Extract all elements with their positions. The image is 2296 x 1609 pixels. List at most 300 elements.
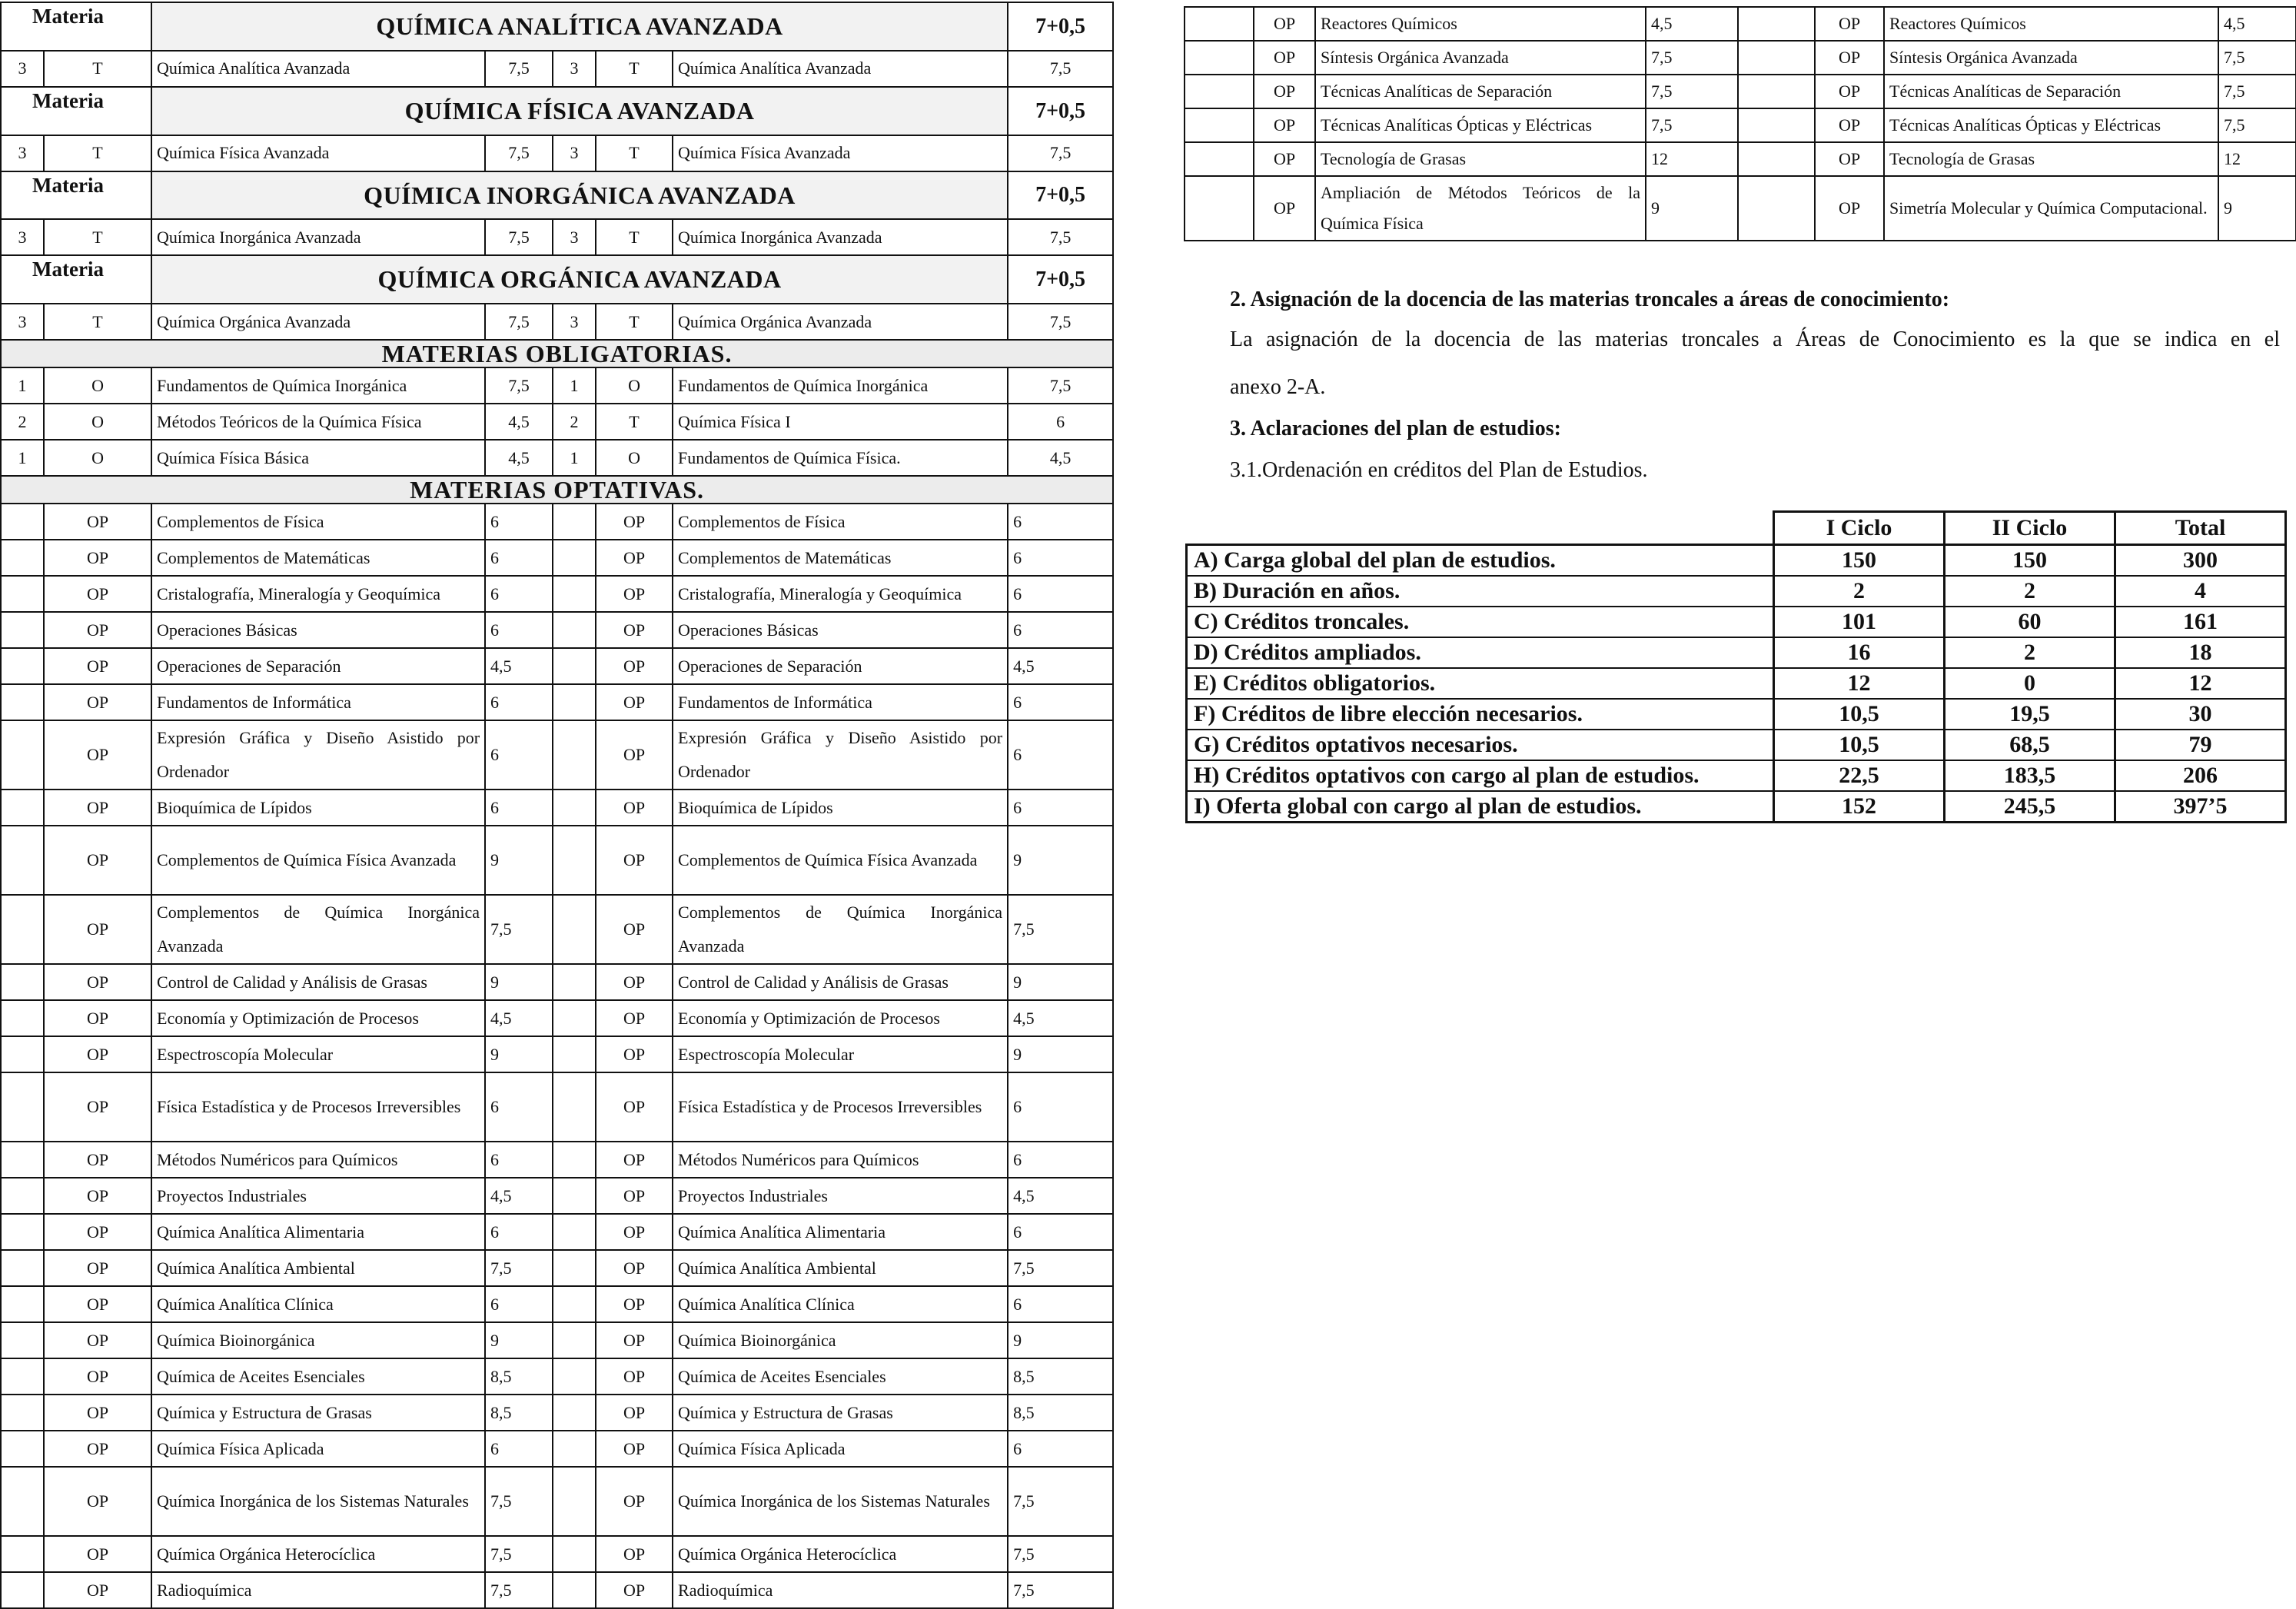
table-cell: 7,5 <box>485 367 553 404</box>
table-cell-empty <box>1 1322 44 1358</box>
summary-value: 68,5 <box>1945 730 2115 760</box>
materia-title: QUÍMICA ORGÁNICA AVANZADA <box>151 255 1008 304</box>
table-cell: O <box>44 367 151 404</box>
course-name-cell: Técnicas Analíticas Ópticas y Eléctricas <box>1315 108 1646 142</box>
summary-value: 2 <box>1945 576 2115 607</box>
table-cell: Química Física Avanzada <box>673 135 1008 171</box>
table-cell: OP <box>44 1358 151 1395</box>
materia-title: QUÍMICA ANALÍTICA AVANZADA <box>151 2 1008 51</box>
table-cell-empty <box>1 612 44 648</box>
credits-cell: 6 <box>485 540 553 576</box>
table-cell-empty <box>553 1536 596 1572</box>
optativa-row <box>1185 108 2296 142</box>
table-cell-empty <box>1 1431 44 1467</box>
table-cell: OP <box>596 1000 673 1036</box>
table-cell: OP <box>44 895 151 964</box>
table-cell: OP <box>596 1467 673 1536</box>
course-name-cell: Química Orgánica Heterocíclica <box>151 1536 485 1572</box>
credits-cell: 7,5 <box>1646 75 1738 108</box>
table-cell: OP <box>44 540 151 576</box>
table-cell: OP <box>596 1072 673 1142</box>
section-3-1-subheading: 3.1.Ordenación en créditos del Plan de Estudios. <box>1230 458 1648 482</box>
table-cell: OP <box>44 720 151 790</box>
table-cell-empty <box>1 1036 44 1072</box>
optativa-row <box>1 1072 1113 1142</box>
table-cell: 7,5 <box>1008 367 1113 404</box>
right-course-table <box>1184 6 2295 241</box>
table-cell: 1 <box>1 367 44 404</box>
credits-cell: 6 <box>485 1142 553 1178</box>
credits-cell: 9 <box>485 1322 553 1358</box>
course-name-cell: Control de Calidad y Análisis de Grasas <box>673 964 1008 1000</box>
credits-summary-table <box>1185 510 2284 823</box>
credits-cell: 4,5 <box>1008 1178 1113 1214</box>
credits-cell: 12 <box>1646 142 1738 176</box>
table-cell: 7,5 <box>1008 51 1113 87</box>
summary-label: C) Créditos troncales. <box>1187 607 1774 637</box>
table-cell-empty <box>1 576 44 612</box>
credits-cell: 6 <box>485 1214 553 1250</box>
summary-row <box>1187 607 2286 637</box>
summary-row <box>1187 730 2286 760</box>
course-name-cell: Complementos de Química Inorgánica Avanzada <box>151 895 485 964</box>
table-cell: T <box>596 219 673 255</box>
credits-cell: 8,5 <box>1008 1395 1113 1431</box>
materia-course-row <box>1 219 1113 255</box>
credits-cell: 7,5 <box>485 1536 553 1572</box>
credits-cell: 9 <box>1008 1036 1113 1072</box>
summary-row <box>1187 760 2286 791</box>
table-cell: 1 <box>1 440 44 476</box>
table-cell-empty <box>553 826 596 895</box>
course-name-cell: Bioquímica de Lípidos <box>673 790 1008 826</box>
course-name-cell: Química y Estructura de Grasas <box>151 1395 485 1431</box>
optativa-row <box>1185 142 2296 176</box>
table-cell: OP <box>44 576 151 612</box>
table-cell-empty <box>553 1142 596 1178</box>
summary-value: 397’5 <box>2115 791 2286 823</box>
course-name-cell: Química Física Aplicada <box>151 1431 485 1467</box>
table-cell-empty <box>1 504 44 540</box>
optativa-row <box>1 576 1113 612</box>
table-cell-empty <box>1185 41 1254 75</box>
summary-value: 10,5 <box>1774 699 1945 730</box>
credits-cell: 6 <box>485 612 553 648</box>
table-cell-empty <box>1 1536 44 1572</box>
table-cell: OP <box>1815 108 1884 142</box>
table-cell: 7,5 <box>485 219 553 255</box>
table-cell: OP <box>1815 176 1884 241</box>
table-cell: OP <box>596 612 673 648</box>
table-cell: OP <box>44 504 151 540</box>
table-cell: O <box>596 367 673 404</box>
credits-cell: 9 <box>2218 176 2296 241</box>
table-cell-empty <box>553 684 596 720</box>
credits-cell: 6 <box>1008 1072 1113 1142</box>
table-cell: OP <box>596 826 673 895</box>
credits-cell: 9 <box>1008 1322 1113 1358</box>
table-cell: OP <box>596 964 673 1000</box>
summary-value: 101 <box>1774 607 1945 637</box>
optativa-row <box>1 1395 1113 1431</box>
optativa-row <box>1 1000 1113 1036</box>
summary-value: 18 <box>2115 637 2286 668</box>
course-name-cell: Complementos de Matemáticas <box>673 540 1008 576</box>
summary-value: 22,5 <box>1774 760 1945 791</box>
course-name-cell: Complementos de Física <box>673 504 1008 540</box>
table-cell-empty <box>553 1072 596 1142</box>
table-cell-empty <box>1 684 44 720</box>
course-name-cell: Química Analítica Alimentaria <box>673 1214 1008 1250</box>
credits-cell: 6 <box>1008 720 1113 790</box>
table-cell-empty <box>1 1467 44 1536</box>
section-2-paragraph-end: anexo 2-A. <box>1230 375 1326 399</box>
summary-row <box>1187 699 2286 730</box>
optativa-row <box>1 1358 1113 1395</box>
table-cell: 1 <box>553 440 596 476</box>
table-cell: T <box>596 51 673 87</box>
credits-cell: 6 <box>485 576 553 612</box>
table-cell: OP <box>596 684 673 720</box>
table-cell-empty <box>553 1250 596 1286</box>
summary-value: 10,5 <box>1774 730 1945 760</box>
credits-cell: 7,5 <box>2218 75 2296 108</box>
credits-cell: 7,5 <box>1008 1572 1113 1608</box>
summary-row <box>1187 545 2286 577</box>
table-cell: OP <box>1815 41 1884 75</box>
table-cell: OP <box>44 684 151 720</box>
course-name-cell: Economía y Optimización de Procesos <box>673 1000 1008 1036</box>
materia-label: Materia <box>1 171 151 220</box>
optativa-row <box>1 648 1113 684</box>
table-cell: OP <box>44 648 151 684</box>
table-cell-empty <box>1 1178 44 1214</box>
credits-cell: 6 <box>485 720 553 790</box>
table-cell: 4,5 <box>485 404 553 440</box>
table-cell-empty <box>553 1036 596 1072</box>
summary-header-cell: II Ciclo <box>1945 512 2115 545</box>
course-name-cell: Química Bioinorgánica <box>673 1322 1008 1358</box>
table-cell: 6 <box>1008 404 1113 440</box>
course-name-cell: Expresión Gráfica y Diseño Asistido por Ordenador <box>673 720 1008 790</box>
credits-cell: 9 <box>485 826 553 895</box>
table-cell: Métodos Teóricos de la Química Física <box>151 404 485 440</box>
table-cell-empty <box>1185 7 1254 41</box>
credits-cell: 4,5 <box>485 1178 553 1214</box>
credits-cell: 7,5 <box>1008 1536 1113 1572</box>
summary-row <box>1187 576 2286 607</box>
table-cell-empty <box>1 1572 44 1608</box>
credits-cell: 8,5 <box>485 1358 553 1395</box>
course-name-cell: Física Estadística y de Procesos Irreversibles <box>673 1072 1008 1142</box>
credits-cell: 6 <box>1008 504 1113 540</box>
optativa-row <box>1 1142 1113 1178</box>
table-cell: OP <box>596 576 673 612</box>
materia-label: Materia <box>1 255 151 304</box>
table-cell: 3 <box>1 219 44 255</box>
course-name-cell: Química Analítica Alimentaria <box>151 1214 485 1250</box>
course-name-cell: Química Analítica Clínica <box>151 1286 485 1322</box>
table-cell: OP <box>596 1322 673 1358</box>
table-cell-empty <box>1185 176 1254 241</box>
course-name-cell: Operaciones de Separación <box>151 648 485 684</box>
table-cell-empty <box>553 576 596 612</box>
summary-value: 60 <box>1945 607 2115 637</box>
table-cell: OP <box>1254 108 1315 142</box>
course-name-cell: Química Analítica Ambiental <box>673 1250 1008 1286</box>
table-cell: O <box>44 404 151 440</box>
section-title-row <box>1 476 1113 504</box>
obligatoria-row <box>1 440 1113 476</box>
course-name-cell: Química Analítica Ambiental <box>151 1250 485 1286</box>
table-cell-empty <box>1185 108 1254 142</box>
table-cell: Química Inorgánica Avanzada <box>673 219 1008 255</box>
table-cell: T <box>44 51 151 87</box>
course-name-cell: Tecnología de Grasas <box>1315 142 1646 176</box>
table-cell-empty <box>1 790 44 826</box>
table-cell-empty <box>1 720 44 790</box>
summary-value: 0 <box>1945 668 2115 699</box>
table-cell: T <box>596 304 673 340</box>
course-name-cell: Complementos de Química Física Avanzada <box>673 826 1008 895</box>
table-cell-empty <box>553 612 596 648</box>
table-cell: OP <box>1815 75 1884 108</box>
table-cell: OP <box>44 1431 151 1467</box>
course-name-cell: Expresión Gráfica y Diseño Asistido por Ordenador <box>151 720 485 790</box>
summary-label: B) Duración en años. <box>1187 576 1774 607</box>
summary-value: 300 <box>2115 545 2286 577</box>
credits-cell: 7,5 <box>485 1572 553 1608</box>
table-cell: OP <box>44 1072 151 1142</box>
table-cell: OP <box>1815 7 1884 41</box>
table-cell-empty <box>553 1358 596 1395</box>
materia-label: Materia <box>1 2 151 51</box>
materia-header-row <box>1 87 1113 135</box>
table-cell: OP <box>44 1395 151 1431</box>
table-cell: 3 <box>553 51 596 87</box>
table-cell: OP <box>596 540 673 576</box>
summary-value: 30 <box>2115 699 2286 730</box>
credits-cell: 7,5 <box>2218 41 2296 75</box>
table-cell: 3 <box>553 135 596 171</box>
materia-header-row <box>1 255 1113 304</box>
optativa-row <box>1 540 1113 576</box>
course-name-cell: Bioquímica de Lípidos <box>151 790 485 826</box>
table-cell: OP <box>44 1214 151 1250</box>
summary-value: 150 <box>1774 545 1945 577</box>
table-cell: Química Orgánica Avanzada <box>151 304 485 340</box>
course-name-cell: Tecnología de Grasas <box>1884 142 2218 176</box>
table-cell-empty <box>553 790 596 826</box>
optativa-row <box>1 1286 1113 1322</box>
table-cell-empty <box>1738 142 1815 176</box>
table-cell-empty <box>553 720 596 790</box>
course-name-cell: Complementos de Química Física Avanzada <box>151 826 485 895</box>
credits-cell: 7,5 <box>1646 108 1738 142</box>
credits-cell: 6 <box>1008 684 1113 720</box>
optativa-row <box>1185 7 2296 41</box>
table-cell: OP <box>44 964 151 1000</box>
course-name-cell: Simetría Molecular y Química Computacional. <box>1884 176 2218 241</box>
table-cell: T <box>596 135 673 171</box>
table-cell: 3 <box>1 135 44 171</box>
table-cell: Fundamentos de Química Inorgánica <box>151 367 485 404</box>
credits-cell: 7,5 <box>485 895 553 964</box>
credits-cell: 7,5 <box>1008 895 1113 964</box>
materia-credits: 7+0,5 <box>1008 171 1113 220</box>
materia-credits: 7+0,5 <box>1008 2 1113 51</box>
course-name-cell: Proyectos Industriales <box>673 1178 1008 1214</box>
optativas-title: MATERIAS OPTATIVAS. <box>1 476 1113 504</box>
optativa-row <box>1 964 1113 1000</box>
table-cell: 7,5 <box>1008 219 1113 255</box>
materia-credits: 7+0,5 <box>1008 255 1113 304</box>
table-cell: OP <box>44 1036 151 1072</box>
section-title-row <box>1 340 1113 367</box>
credits-cell: 6 <box>485 684 553 720</box>
summary-header-row <box>1187 512 2286 545</box>
optativa-row <box>1 1431 1113 1467</box>
course-name-cell: Física Estadística y de Procesos Irreversibles <box>151 1072 485 1142</box>
table-cell: OP <box>44 790 151 826</box>
credits-cell: 4,5 <box>485 648 553 684</box>
course-name-cell: Ampliación de Métodos Teóricos de la Química Física <box>1315 176 1646 241</box>
summary-value: 4 <box>2115 576 2286 607</box>
credits-cell: 7,5 <box>485 1467 553 1536</box>
course-name-cell: Fundamentos de Informática <box>151 684 485 720</box>
course-name-cell: Radioquímica <box>151 1572 485 1608</box>
summary-label: E) Créditos obligatorios. <box>1187 668 1774 699</box>
summary-value: 12 <box>2115 668 2286 699</box>
table-cell-empty <box>1 826 44 895</box>
credits-cell: 9 <box>1646 176 1738 241</box>
materia-title: QUÍMICA INORGÁNICA AVANZADA <box>151 171 1008 220</box>
table-cell-empty <box>1185 75 1254 108</box>
table-cell: OP <box>44 1178 151 1214</box>
table-cell-empty <box>1 1250 44 1286</box>
table-cell: T <box>596 404 673 440</box>
table-cell: OP <box>596 1036 673 1072</box>
summary-label: H) Créditos optativos con cargo al plan de estudios. <box>1187 760 1774 791</box>
credits-cell: 6 <box>1008 1142 1113 1178</box>
table-cell: OP <box>596 1536 673 1572</box>
credits-cell: 6 <box>1008 1286 1113 1322</box>
table-cell: OP <box>596 895 673 964</box>
course-name-cell: Química Orgánica Heterocíclica <box>673 1536 1008 1572</box>
table-cell: Fundamentos de Química Inorgánica <box>673 367 1008 404</box>
table-cell: Química Física Avanzada <box>151 135 485 171</box>
table-cell: OP <box>596 1286 673 1322</box>
summary-header-blank <box>1187 512 1774 545</box>
course-name-cell: Química Inorgánica de los Sistemas Naturales <box>673 1467 1008 1536</box>
summary-value: 2 <box>1945 637 2115 668</box>
credits-cell: 4,5 <box>1008 1000 1113 1036</box>
course-name-cell: Química Bioinorgánica <box>151 1322 485 1358</box>
credits-cell: 9 <box>1008 964 1113 1000</box>
table-cell-empty <box>1 648 44 684</box>
summary-value: 206 <box>2115 760 2286 791</box>
table-cell-empty <box>1738 108 1815 142</box>
credits-cell: 7,5 <box>1646 41 1738 75</box>
course-name-cell: Espectroscopía Molecular <box>151 1036 485 1072</box>
table-cell-empty <box>1 964 44 1000</box>
table-cell: T <box>44 219 151 255</box>
credits-cell: 9 <box>485 964 553 1000</box>
table-cell: T <box>44 304 151 340</box>
course-name-cell: Química de Aceites Esenciales <box>151 1358 485 1395</box>
summary-value: 161 <box>2115 607 2286 637</box>
credits-cell: 7,5 <box>1008 1250 1113 1286</box>
materia-label: Materia <box>1 87 151 135</box>
table-cell: OP <box>44 1572 151 1608</box>
section-3-heading: 3. Aclaraciones del plan de estudios: <box>1230 417 1561 440</box>
summary-row <box>1187 791 2286 823</box>
table-cell-empty <box>553 504 596 540</box>
course-name-cell: Reactores Químicos <box>1884 7 2218 41</box>
credits-cell: 6 <box>485 790 553 826</box>
credits-cell: 6 <box>1008 790 1113 826</box>
credits-cell: 4,5 <box>2218 7 2296 41</box>
credits-cell: 6 <box>1008 1431 1113 1467</box>
optativa-row <box>1 1572 1113 1608</box>
table-cell: OP <box>1254 7 1315 41</box>
optativa-row <box>1185 41 2296 75</box>
summary-label: G) Créditos optativos necesarios. <box>1187 730 1774 760</box>
credits-cell: 6 <box>1008 1214 1113 1250</box>
table-cell: Fundamentos de Química Física. <box>673 440 1008 476</box>
table-cell: OP <box>596 790 673 826</box>
credits-cell: 6 <box>485 504 553 540</box>
course-name-cell: Técnicas Analíticas Ópticas y Eléctricas <box>1884 108 2218 142</box>
table-cell: OP <box>44 612 151 648</box>
section-2-paragraph: La asignación de la docencia de las materias troncales a Áreas de Conocimiento es la que se indica en el <box>1230 327 2280 351</box>
summary-value: 150 <box>1945 545 2115 577</box>
obligatoria-row <box>1 404 1113 440</box>
table-cell: OP <box>1815 142 1884 176</box>
summary-value: 2 <box>1774 576 1945 607</box>
optativa-row <box>1 1214 1113 1250</box>
table-cell: OP <box>1254 41 1315 75</box>
credits-cell: 6 <box>485 1431 553 1467</box>
optativa-row <box>1 720 1113 790</box>
credits-cell: 6 <box>1008 576 1113 612</box>
table-cell: OP <box>596 1431 673 1467</box>
course-name-cell: Economía y Optimización de Procesos <box>151 1000 485 1036</box>
course-name-cell: Complementos de Química Inorgánica Avanzada <box>673 895 1008 964</box>
table-cell: 3 <box>553 219 596 255</box>
course-name-cell: Química Física Aplicada <box>673 1431 1008 1467</box>
table-cell-empty <box>553 1467 596 1536</box>
course-name-cell: Control de Calidad y Análisis de Grasas <box>151 964 485 1000</box>
credits-cell: 6 <box>1008 612 1113 648</box>
table-cell: OP <box>44 1250 151 1286</box>
table-cell-empty <box>1185 142 1254 176</box>
table-cell: Química Analítica Avanzada <box>151 51 485 87</box>
table-cell: OP <box>596 1572 673 1608</box>
summary-header-cell: I Ciclo <box>1774 512 1945 545</box>
course-name-cell: Química y Estructura de Grasas <box>673 1395 1008 1431</box>
table-cell: OP <box>596 720 673 790</box>
optativa-row <box>1 1178 1113 1214</box>
table-cell-empty <box>553 1431 596 1467</box>
table-cell-empty <box>1 1395 44 1431</box>
summary-label: I) Oferta global con cargo al plan de estudios. <box>1187 791 1774 823</box>
table-cell: OP <box>1254 176 1315 241</box>
table-cell: OP <box>44 1142 151 1178</box>
table-cell: OP <box>44 1286 151 1322</box>
summary-row <box>1187 637 2286 668</box>
table-cell-empty <box>553 1395 596 1431</box>
